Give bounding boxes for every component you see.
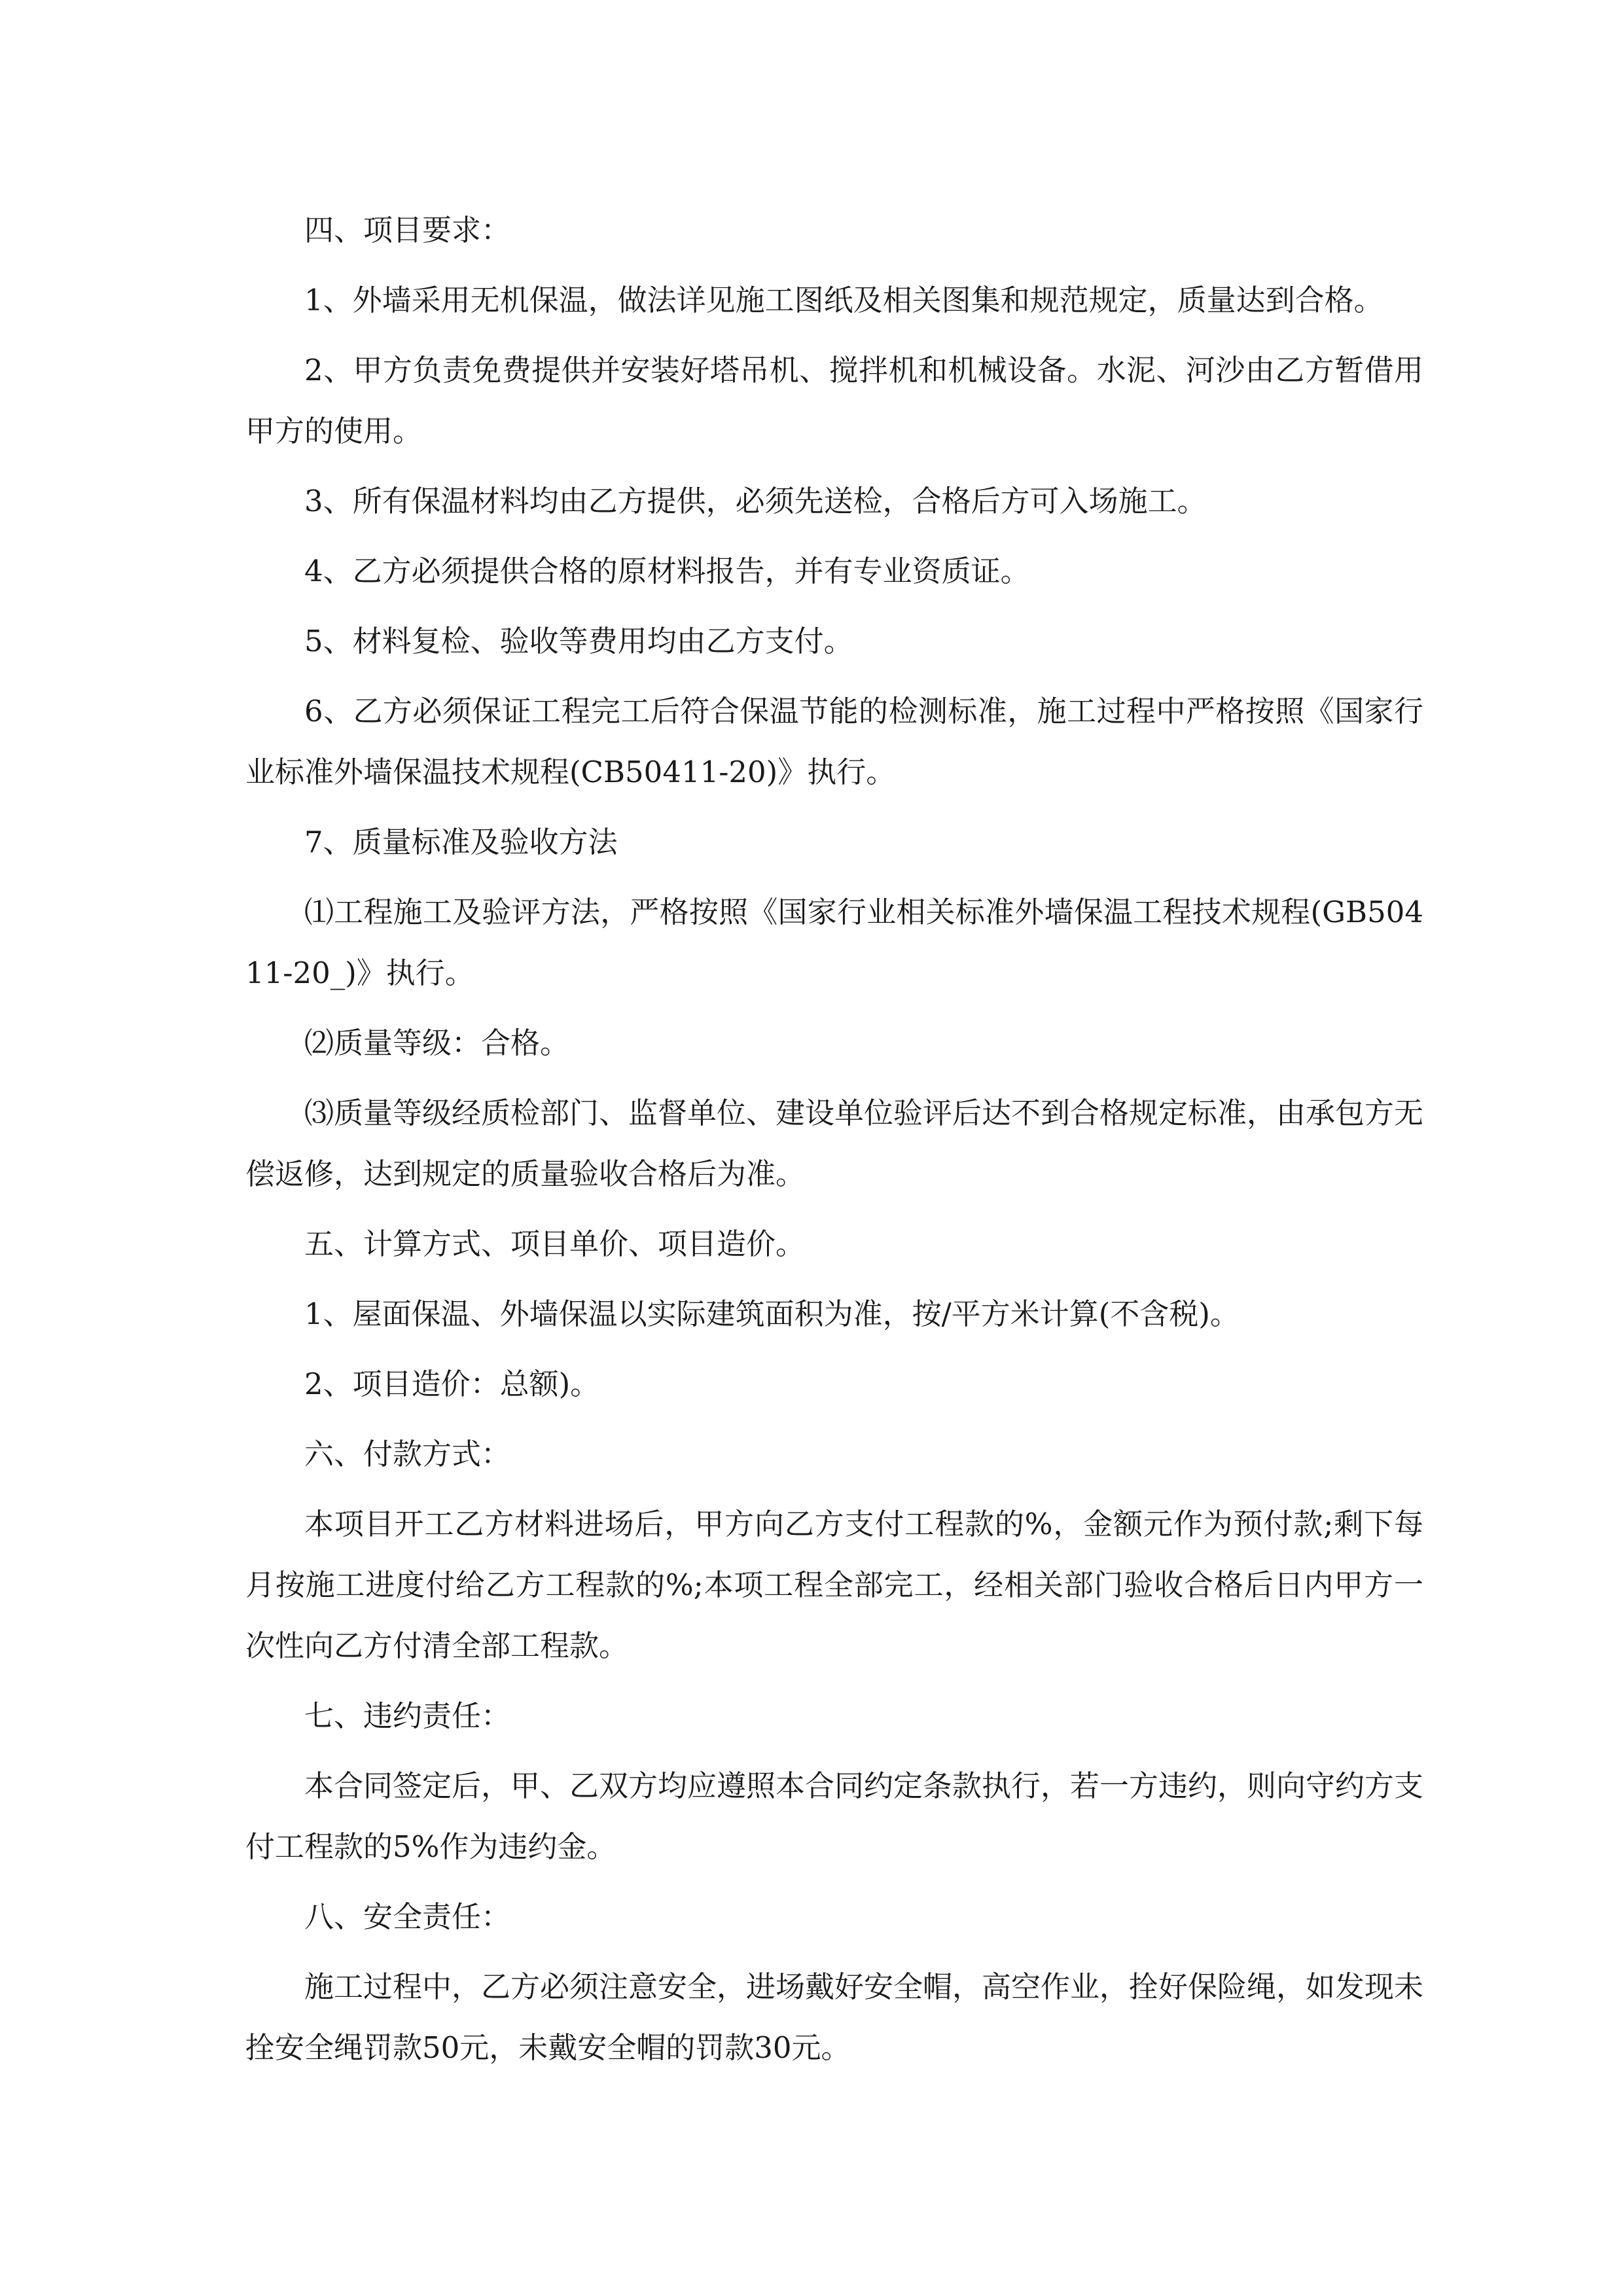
requirement-item-3: 3、所有保温材料均由乙方提供，必须先送检，合格后方可入场施工。 (304, 484, 1207, 518)
requirement-item-7: 7、质量标准及验收方法 (304, 825, 618, 859)
requirement-item-6: 6、乙方必须保证工程完工后符合保温节能的检测标准，施工过程中严格按照《国家行业标准外墙保温技术规程(CB50411-20)》执行。 (245, 694, 1423, 789)
payment-paragraph: 本项目开工乙方材料进场后，甲方向乙方支付工程款的%，金额元作为预付款;剩下每月按施工进度付给乙方工程款的%;本项工程全部完工，经相关部门验收合格后日内甲方一次性向乙方付清全部工程款。 (245, 1507, 1423, 1663)
quality-subitem-3: ⑶质量等级经质检部门、监督单位、建设单位验评后达不到合格规定标准，由承包方无偿返修，达到规定的质量验收合格后为准。 (245, 1096, 1424, 1191)
requirement-item-1: 1、外墙采用无机保温，做法详见施工图纸及相关图集和规范规定，质量达到合格。 (304, 283, 1383, 317)
section-heading-payment: 六、付款方式： (304, 1437, 511, 1471)
section-heading-breach: 七、违约责任： (304, 1698, 511, 1733)
safety-paragraph: 施工过程中，乙方必须注意安全，进场戴好安全帽，高空作业，拴好保险绳，如发现未拴安全绳罚款50元，未戴安全帽的罚款30元。 (245, 1969, 1424, 2065)
requirement-item-2: 2、甲方负责免费提供并安装好塔吊机、搅拌机和机械设备。水泥、河沙由乙方暂借用甲方的使用。 (245, 353, 1423, 448)
section-heading-requirements: 四、项目要求： (304, 213, 511, 247)
document-body (245, 200, 1423, 2087)
section-heading-safety: 八、安全责任： (304, 1899, 511, 1934)
pricing-item-2: 2、项目造价：总额)。 (304, 1367, 600, 1401)
requirement-item-4: 4、乙方必须提供合格的原材料报告，并有专业资质证。 (304, 554, 1030, 588)
quality-subitem-1: ⑴工程施工及验评方法，严格按照《国家行业相关标准外墙保温工程技术规程(GB50411-20_)》执行。 (245, 895, 1423, 990)
section-heading-pricing: 五、计算方式、项目单价、项目造价。 (304, 1227, 806, 1261)
breach-paragraph: 本合同签定后，甲、乙双方均应遵照本合同约定条款执行，若一方违约，则向守约方支付工程款的5%作为违约金。 (245, 1768, 1424, 1864)
requirement-item-5: 5、材料复检、验收等费用均由乙方支付。 (304, 624, 853, 658)
pricing-item-1: 1、屋面保温、外墙保温以实际建筑面积为准，按/平方米计算(不含税)。 (304, 1297, 1240, 1331)
quality-subitem-2: ⑵质量等级：合格。 (304, 1026, 570, 1060)
